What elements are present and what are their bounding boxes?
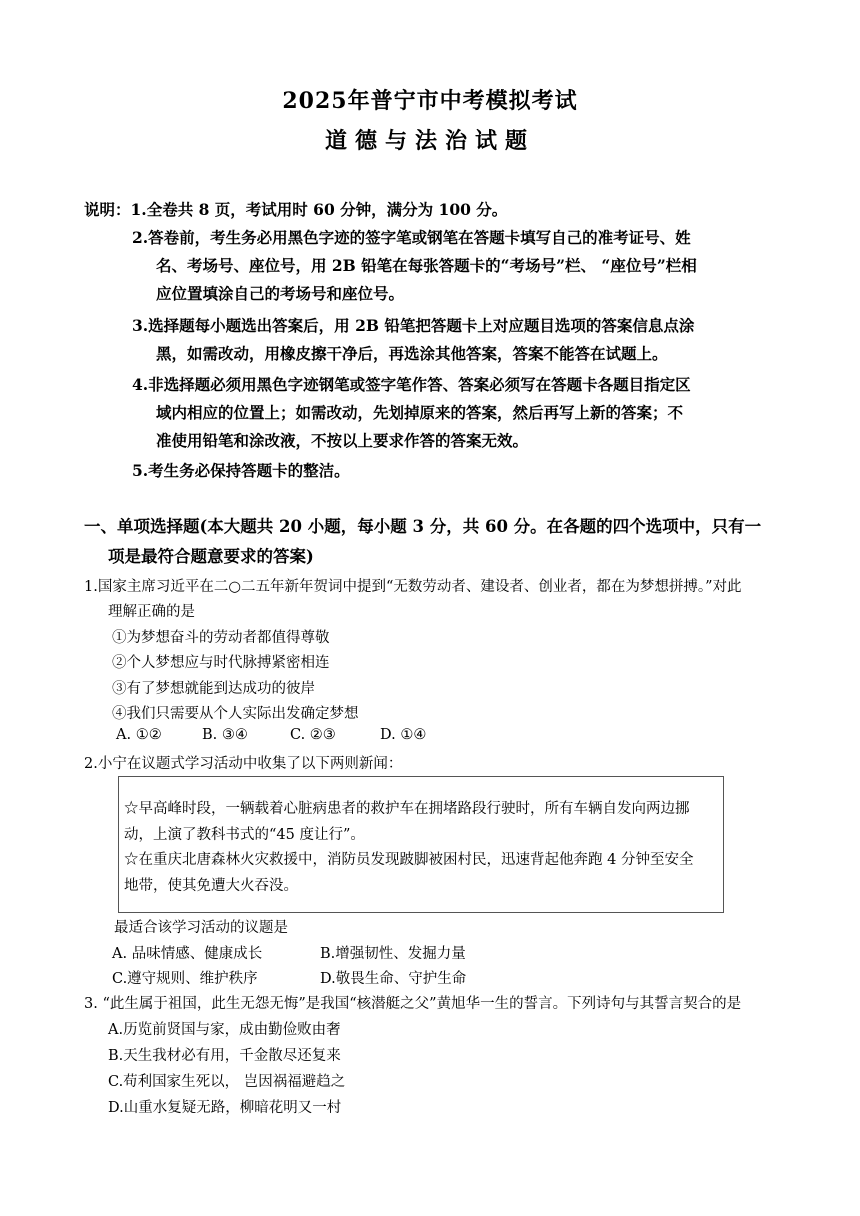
q1-stem: 1.国家主席习近平在二○二五年新年贺词中提到“无数劳动者、建设者、创业者，都在为梦想拼搏。”对此 [84, 579, 742, 595]
q3-option-b[interactable]: B.天生我材必有用，千金散尽还复来 [108, 1048, 341, 1064]
q1-option-d[interactable]: D. ①④ [380, 727, 427, 743]
instructions-line-5: 3.选择题每小题选出答案后，用 2B 铅笔把答题卡上对应题目选项的答案信息点涂 [132, 316, 695, 335]
section-heading-cont: 项是最符合题意要求的答案) [108, 547, 314, 566]
q2-option-b[interactable]: B.增强韧性、发掘力量 [320, 946, 466, 962]
instructions-line-9: 准使用铅笔和涂改液，不按以上要求作答的答案无效。 [156, 431, 529, 450]
q2-news-1-cont: 动，上演了教科书式的“45 度让行”。 [124, 827, 365, 843]
q2-news-2: ☆在重庆北唐森林火灾救援中，消防员发现跛脚被困村民，迅速背起他奔跑 4 分钟至安全 [124, 852, 694, 868]
q1-stem-cont: 理解正确的是 [108, 604, 195, 620]
q1-option-b[interactable]: B. ③④ [202, 727, 248, 743]
instructions-line-1: 说明：1.全卷共 8 页，考试用时 60 分钟，满分为 100 分。 [84, 200, 508, 219]
instructions-line-8: 域内相应的位置上；如需改动，先划掉原来的答案，然后再写上新的答案；不 [156, 403, 684, 422]
q2-option-c[interactable]: C.遵守规则、维护秩序 [112, 971, 258, 987]
q1-item-4: ④我们只需要从个人实际出发确定梦想 [112, 706, 359, 722]
q1-option-a[interactable]: A. ①② [116, 727, 162, 743]
instructions-line-10: 5.考生务必保持答题卡的整洁。 [132, 461, 350, 480]
q2-stem: 2.小宁在议题式学习活动中收集了以下两则新闻： [84, 756, 403, 772]
q2-news-2-cont: 地带，使其免遭大火吞没。 [124, 878, 298, 894]
q3-option-a[interactable]: A.历览前贤国与家，成由勤俭败由奢 [108, 1022, 341, 1038]
instructions-line-3: 名、考场号、座位号，用 2B 铅笔在每张答题卡的“考场号”栏、 “座位号”栏相 [156, 256, 697, 275]
q1-item-2: ②个人梦想应与时代脉搏紧密相连 [112, 655, 330, 671]
q2-option-d[interactable]: D.敬畏生命、守护生命 [320, 971, 467, 987]
q2-news-box [118, 776, 724, 913]
q2-option-a[interactable]: A. 品味情感、健康成长 [112, 946, 263, 962]
q1-item-1: ①为梦想奋斗的劳动者都值得尊敬 [112, 630, 330, 646]
q3-option-d[interactable]: D.山重水复疑无路，柳暗花明又一村 [108, 1100, 342, 1116]
q3-stem: 3. “此生属于祖国，此生无怨无悔”是我国“核潜艇之父”黄旭华一生的誓言。下列诗句与其誓言契合的是 [84, 996, 742, 1012]
q1-option-c[interactable]: C. ②③ [290, 727, 336, 743]
exam-title: 2025年普宁市中考模拟考试 [282, 88, 578, 114]
section-heading: 一、单项选择题(本大题共 20 小题，每小题 3 分，共 60 分。在各题的四个选项中，只有一 [84, 517, 762, 536]
instructions-line-7: 4.非选择题必须用黑色字迹钢笔或签字笔作答、答案必须写在答题卡各题目指定区 [132, 375, 691, 394]
q2-news-1: ☆早高峰时段，一辆载着心脏病患者的救护车在拥堵路段行驶时，所有车辆自发向两边挪 [124, 801, 690, 817]
instructions-line-6: 黑，如需改动，用橡皮擦干净后，再选涂其他答案，答案不能答在试题上。 [156, 344, 668, 363]
instructions-label: 说明： [84, 200, 131, 219]
instructions-line-2: 2.答卷前，考生务必用黑色字迹的签字笔或钢笔在答题卡填写自己的准考证号、姓 [132, 228, 691, 247]
q1-item-3: ③有了梦想就能到达成功的彼岸 [112, 681, 315, 697]
q3-option-c[interactable]: C.苟利国家生死以， 岂因祸福避趋之 [108, 1074, 346, 1090]
instructions-line-4: 应位置填涂自己的考场号和座位号。 [156, 284, 405, 303]
q2-question: 最适合该学习活动的议题是 [114, 920, 288, 936]
exam-subject: 道德与法治试题 [324, 128, 535, 154]
